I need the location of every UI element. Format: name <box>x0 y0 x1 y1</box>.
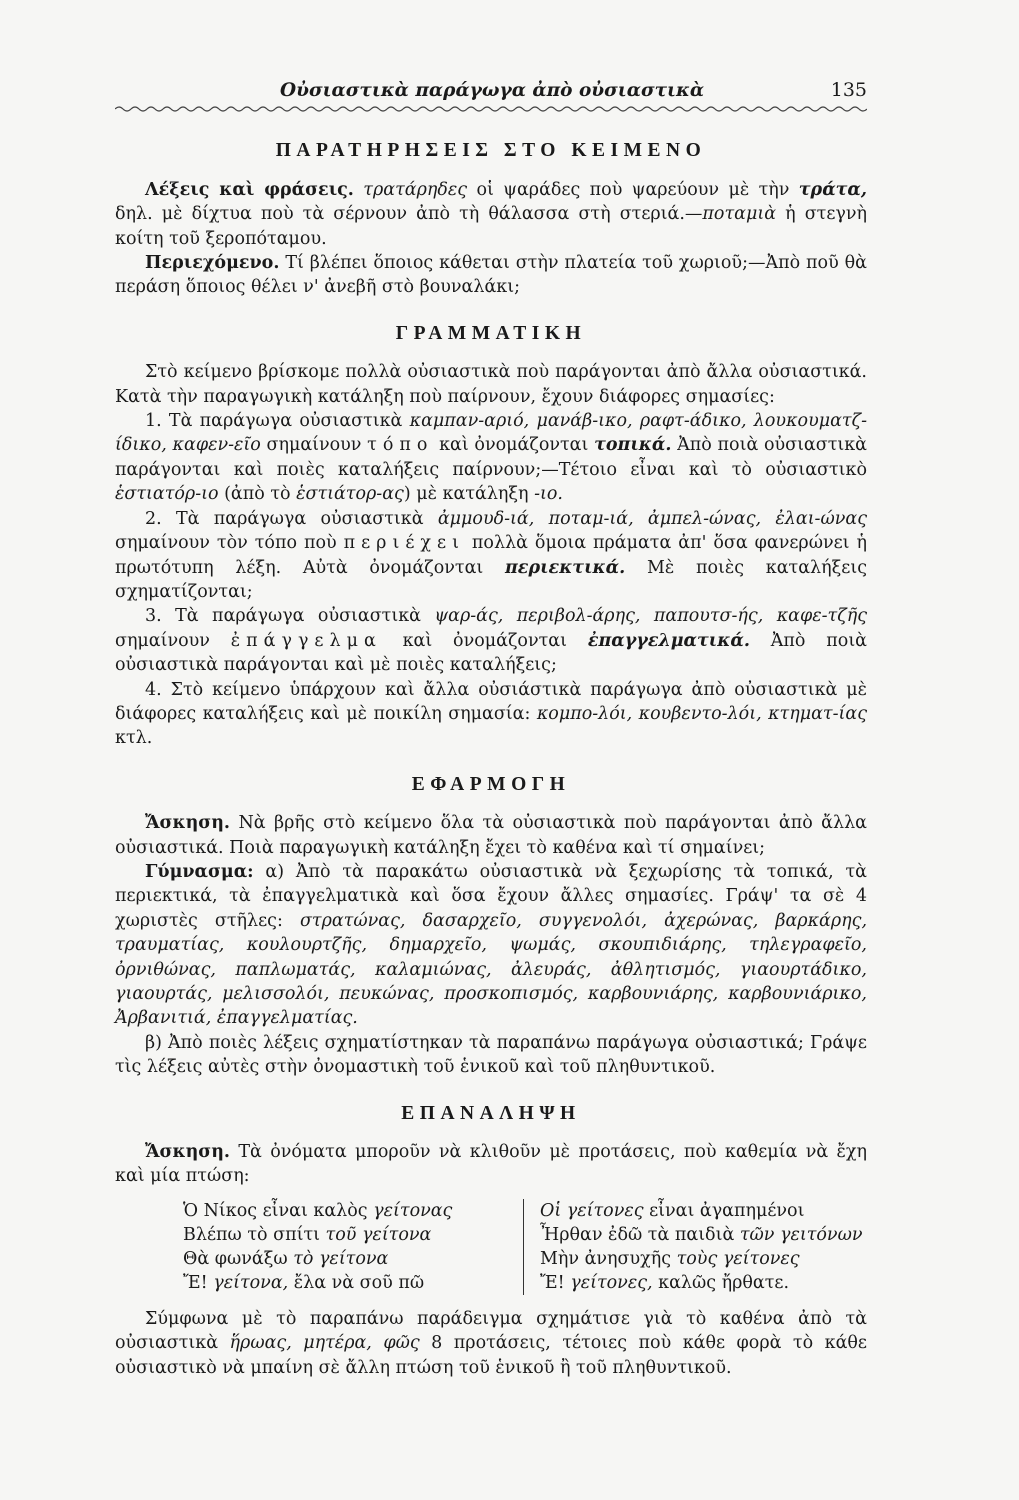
text-run: Θὰ φωνάξω <box>183 1248 294 1269</box>
text-run: καὶ ὀνομάζονται <box>433 435 595 456</box>
text-run: σημαίνουν τὸν τόπο ποὺ <box>115 533 344 554</box>
label-drill: Γύμνασμα: <box>145 861 254 882</box>
case-form: τοὺς γείτονες <box>676 1248 800 1269</box>
section-title-application: ΕΦΑΡΜΟΓΗ <box>411 773 571 795</box>
example-line <box>183 1247 505 1271</box>
text-run: 3. Τὰ παράγωγα οὐσιαστικὰ <box>145 606 435 627</box>
text-run: Μὲ ποιὲς καταλήξεις σχηματίζονται; <box>115 557 867 602</box>
text-run: ) μὲ κατάληξη <box>403 484 535 505</box>
term: ψαρ-άς, περιβολ-άρης, παπουτσ-ής, καφε-τζῆς <box>434 606 867 627</box>
text-run: Τί βλέπει ὅποιος κάθεται στὴν πλατεία τοῦ χωριοῦ;—Ἀπὸ ποῦ θὰ περάση ὅποιος θέλει ν' ἀνεβῆ στὸ βουναλάκι; <box>115 253 867 298</box>
case-form: γείτονα, <box>213 1272 289 1293</box>
paragraph-words-phrases <box>115 178 867 251</box>
term-bold: τράτα, <box>798 179 867 200</box>
grammar-item-1 <box>115 409 867 507</box>
paragraph-content <box>115 251 867 300</box>
text-run: Ἔ! <box>183 1272 214 1293</box>
text-run: Τὰ ὀνόματα μποροῦν νὰ κλιθοῦν μὲ προτάσεις, ποὺ καθεμία νὰ ἔχη καὶ μία πτώση: <box>115 1142 867 1187</box>
example-line <box>183 1199 505 1223</box>
term: ἀμμουδ-ιά, ποταμ-ιά, ἀμπελ-ώνας, ἐλαι-ώνας <box>437 508 867 529</box>
text-run: Σύμφωνα μὲ τὸ παραπάνω παράδειγμα σχημάτισε γιὰ τὸ καθένα ἀπὸ τὰ οὐσιαστικὰ <box>115 1308 867 1354</box>
term-bold: ἐπαγγελματικά. <box>587 630 750 651</box>
section-title-review: ΕΠΑΝΑΛΗΨΗ <box>401 1102 581 1124</box>
term: ποταμιὰ <box>702 204 777 225</box>
text-run: 4. Στὸ κείμενο ὑπάρχουν καὶ ἄλλα οὐσιάστικὰ παράγωγα ἀπὸ οὐσιαστικὰ μὲ διάφορες καταλήξεις καὶ μὲ ποικίλη σημασία: <box>115 679 867 724</box>
grammar-item-3 <box>115 604 867 677</box>
case-form: Οἱ γείτονες <box>540 1200 644 1221</box>
text-run: Ἔ! <box>540 1272 571 1293</box>
term: ἥρωας, μητέρα, φῶς <box>229 1333 420 1354</box>
case-form: τῶν γειτόνων <box>739 1224 863 1245</box>
text-run: κτλ. <box>115 728 153 749</box>
text-run: ἡ στεγνὴ κοίτη τοῦ ξεροπόταμου. <box>115 204 867 249</box>
paragraph-grammar-intro: Στὸ κείμενο βρίσκομε πολλὰ οὐσιαστικὰ ποὺ παράγονται ἀπὸ ἄλλα οὐσιαστικά. Κατὰ τὴν παραγωγικὴ κατάληξη ποὺ παίρνουν, ἔχουν διάφορες σημασίες: <box>115 362 867 407</box>
case-form: τὸ γείτονα <box>293 1248 389 1269</box>
case-form: τοῦ γείτονα <box>325 1224 432 1245</box>
text-run: α) Ἀπὸ τὰ παρακάτω οὐσιαστικὰ νὰ ξεχωρίσης τὰ τοπικά, τὰ περιεκτικά, τὰ ἐπαγγελματικὰ καὶ ὅσα ἔχουν ἄλλες σημασίες. Γράψ' τα σὲ 4 χωριστὲς στῆλες: <box>115 861 867 931</box>
text-run: 8 προτάσεις, τέτοιες ποὺ κάθε φορὰ τὸ κάθε οὐσιαστικὸ νὰ μπαίνη σὲ ἄλλη πτώση τοῦ ἑνικοῦ ἢ τοῦ πληθυντικοῦ. <box>115 1333 868 1378</box>
word-list: στρατώνας, δασαρχεῖο, συγγενολόι, ἀχερώνας, βαρκάρης, τραυματίας, κουλουρτζῆς, δημαρχεῖο, ψωμάς, σκουπιδιάρης, τηλεγραφεῖο, ὀρνιθώνας, παπλωματάς, καλαμιώνας, ἀλευράς, ἀθλητισμός, γιαουρτάδικο, γιαουρτάς, μελισσολόι, πευκώνας, προσκοπισμός, καρβουνιάρης, καρβουνιάρικο, Ἀρβανιτιά, ἐπαγγελματίας. <box>115 910 868 1029</box>
spaced-word: ἐπάγγελμα <box>230 630 382 651</box>
label-exercise: Ἄσκηση. <box>145 1142 231 1163</box>
running-header <box>280 78 867 103</box>
page <box>115 78 867 1380</box>
text-run: σημαίνουν <box>115 630 231 651</box>
text-run: σημαίνουν <box>260 435 368 456</box>
text-run: Ἦρθαν ἐδῶ τὰ παιδιὰ <box>540 1224 740 1245</box>
term-bold: τοπικά. <box>594 435 672 456</box>
text-run: 2. Τὰ παράγωγα οὐσιαστικὰ <box>145 508 438 529</box>
wavy-rule <box>115 105 867 113</box>
exercise-application <box>115 811 867 860</box>
example-line <box>540 1199 862 1223</box>
spaced-word: περιέχει <box>343 533 465 554</box>
text-run: πολλὰ ὅμοια πράματα ἀπ' ὅσα φανερώνει ἡ πρωτότυπη λέξη. Αὐτὰ ὀνομάζονται <box>115 533 867 578</box>
label-content: Περιεχόμενο. <box>145 253 280 274</box>
example-line <box>540 1247 862 1271</box>
label-exercise: Ἄσκηση. <box>145 813 231 834</box>
text-run: δηλ. μὲ δίχτυα ποὺ τὰ σέρνουν ἀπὸ τὴ θάλασσα στὴ στεριά.— <box>115 204 703 225</box>
singular-column <box>183 1199 524 1295</box>
text-run <box>354 180 363 200</box>
text-run: καλῶς ἤρθατε. <box>652 1272 790 1293</box>
text-run: 1. Τὰ παράγωγα οὐσιαστικὰ <box>145 411 410 432</box>
label-words-phrases: Λέξεις καὶ φράσεις. <box>145 179 354 200</box>
declension-examples <box>183 1199 867 1295</box>
text-run: Βλέπω τὸ σπίτι <box>183 1224 326 1245</box>
exercise-review <box>115 1140 867 1189</box>
grammar-item-4 <box>115 678 867 751</box>
section-title-grammar: ΓΡΑΜΜΑΤΙΚΗ <box>395 322 587 344</box>
text-run: Νὰ βρῆς στὸ κείμενο ὅλα τὰ οὐσιαστικὰ ποὺ παράγονται ἀπὸ ἄλλα οὐσιαστικά. Ποιὰ παραγωγικὴ κατάληξη ἔχει τὸ καθένα καὶ τί σημαίνει; <box>115 813 867 858</box>
text-run: Ἀπὸ ποιὰ οὐσιαστικὰ παράγονται καὶ ποιὲς καταλήξεις παίρνουν;—Τέτοιο εἶναι καὶ τὸ οὐσιαστικὸ <box>115 435 867 480</box>
example-line <box>540 1223 862 1247</box>
case-form: γείτονας <box>373 1200 453 1221</box>
text-run: (ἀπὸ τὸ <box>218 484 297 505</box>
plural-column <box>524 1199 862 1295</box>
example-line <box>183 1223 505 1247</box>
text-run: Μὴν ἀνησυχῆς <box>540 1248 677 1269</box>
term: ἑστιατόρ-ιο <box>115 484 219 505</box>
example-line <box>183 1271 505 1295</box>
running-title: Οὐσιαστικὰ παράγωγα ἀπὸ οὐσιαστικὰ <box>280 80 705 101</box>
drill-a <box>115 860 867 1031</box>
example-line <box>540 1271 862 1295</box>
term: τρατάρηδες <box>363 179 468 200</box>
review-instructions <box>115 1307 867 1380</box>
term-bold: περιεκτικά. <box>505 557 626 578</box>
drill-b: β) Ἀπὸ ποιὲς λέξεις σχηματίστηκαν τὰ παραπάνω παράγωγα οὐσιαστικά; Γράψε τὶς λέξεις αὐτὲς στὴν ὀνομαστικὴ τοῦ ἑνικοῦ καὶ τοῦ πληθυντικοῦ. <box>115 1032 867 1078</box>
text-run: Ὁ Νίκος εἶναι καλὸς <box>183 1200 374 1221</box>
spaced-word: τόπο <box>367 435 434 456</box>
section-title-observations: ΠΑΡΑΤΗΡΗΣΕΙΣ ΣΤΟ ΚΕΙΜΕΝΟ <box>275 140 707 162</box>
text-run: Ἀπὸ ποιὰ οὐσιαστικὰ παράγονται καὶ μὲ ποιὲς καταλήξεις; <box>115 630 867 676</box>
text-run: εἶναι ἀγαπημένοι <box>643 1200 805 1221</box>
page-number: 135 <box>830 79 867 101</box>
term: -ιο. <box>534 484 563 505</box>
term: καμπαν-αριό, μανάβ-ικο, ραφτ-άδικο, λουκουματζ-ίδικο, καφεν-εῖο <box>115 411 867 456</box>
term: κομπο-λόι, κουβεντο-λόι, κτηματ-ίας <box>536 703 867 724</box>
grammar-item-2 <box>115 507 867 605</box>
term: ἑστιάτορ-ας <box>296 484 404 505</box>
text-run: ἔλα νὰ σοῦ πῶ <box>288 1272 425 1293</box>
text-run: οἱ ψαράδες ποὺ ψαρεύουν μὲ τὴν <box>467 179 799 200</box>
text-run: καὶ ὀνομάζονται <box>381 630 588 651</box>
case-form: γείτονες, <box>570 1272 653 1293</box>
